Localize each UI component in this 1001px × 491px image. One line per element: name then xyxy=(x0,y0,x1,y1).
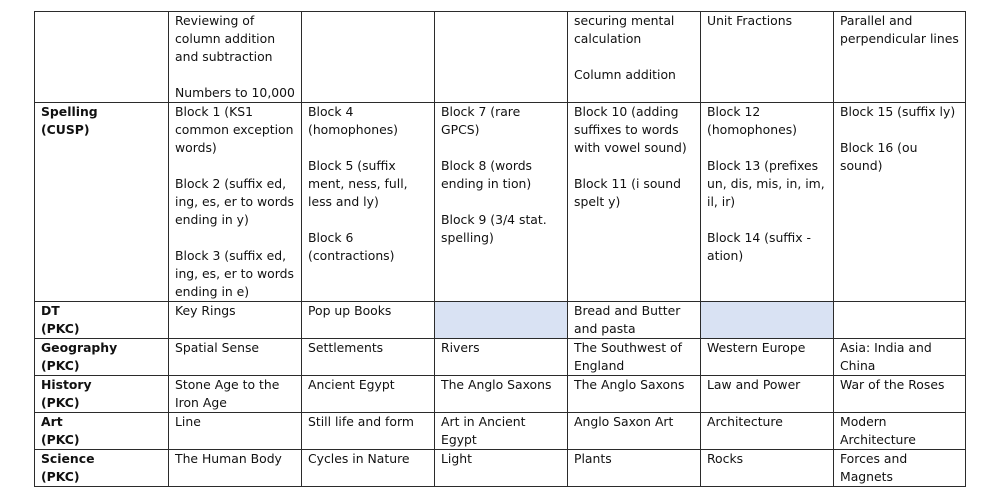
subject-cell-science: Science (PKC) xyxy=(35,450,169,487)
subject-cell-history: History (PKC) xyxy=(35,376,169,413)
table-row-maths xyxy=(35,12,966,103)
dt-cell-4: Bread and Butter and pasta xyxy=(568,302,701,339)
science-cell-4: Plants xyxy=(568,450,701,487)
history-cell-5: Law and Power xyxy=(701,376,834,413)
table-row-dt xyxy=(35,302,966,339)
subject-cell-spelling: Spelling (CUSP) xyxy=(35,103,169,302)
art-cell-1: Line xyxy=(169,413,302,450)
subject-cell-geography: Geography (PKC) xyxy=(35,339,169,376)
geography-cell-5: Western Europe xyxy=(701,339,834,376)
spelling-cell-6: Block 15 (suffix ly) Block 16 (ou sound) xyxy=(834,103,966,302)
table-row-history xyxy=(35,376,966,413)
science-cell-3: Light xyxy=(435,450,568,487)
curriculum-table xyxy=(34,11,966,487)
dt-cell-1: Key Rings xyxy=(169,302,302,339)
geography-cell-3: Rivers xyxy=(435,339,568,376)
art-cell-3: Art in Ancient Egypt xyxy=(435,413,568,450)
table-row-art xyxy=(35,413,966,450)
science-cell-5: Rocks xyxy=(701,450,834,487)
subject-cell-art: Art (PKC) xyxy=(35,413,169,450)
maths-cell-autumn-2 xyxy=(302,12,435,103)
geography-cell-6: Asia: India and China xyxy=(834,339,966,376)
art-cell-4: Anglo Saxon Art xyxy=(568,413,701,450)
dt-cell-5-shaded xyxy=(701,302,834,339)
geography-cell-4: The Southwest of England xyxy=(568,339,701,376)
maths-cell-summer-2: Parallel and perpendicular lines xyxy=(834,12,966,103)
art-cell-5: Architecture xyxy=(701,413,834,450)
maths-cell-spring-2: securing mental calculation Column addition xyxy=(568,12,701,103)
table-row-geography xyxy=(35,339,966,376)
dt-cell-6 xyxy=(834,302,966,339)
spelling-cell-5: Block 12 (homophones) Block 13 (prefixes un, dis, mis, in, im, il, ir) Block 14 (suffix - ation) xyxy=(701,103,834,302)
science-cell-2: Cycles in Nature xyxy=(302,450,435,487)
history-cell-2: Ancient Egypt xyxy=(302,376,435,413)
art-cell-2: Still life and form xyxy=(302,413,435,450)
spelling-cell-2: Block 4 (homophones) Block 5 (suffix ment, ness, full, less and ly) Block 6 (contractions) xyxy=(302,103,435,302)
geography-cell-2: Settlements xyxy=(302,339,435,376)
spelling-cell-4: Block 10 (adding suffixes to words with vowel sound) Block 11 (i sound spelt y) xyxy=(568,103,701,302)
geography-cell-1: Spatial Sense xyxy=(169,339,302,376)
subject-cell-blank xyxy=(35,12,169,103)
history-cell-4: The Anglo Saxons xyxy=(568,376,701,413)
table-row-science xyxy=(35,450,966,487)
table-row-spelling xyxy=(35,103,966,302)
dt-cell-2: Pop up Books xyxy=(302,302,435,339)
maths-cell-autumn-1: Reviewing of column addition and subtraction Numbers to 10,000 xyxy=(169,12,302,103)
history-cell-3: The Anglo Saxons xyxy=(435,376,568,413)
maths-cell-spring-1 xyxy=(435,12,568,103)
spelling-cell-3: Block 7 (rare GPCS) Block 8 (words ending in tion) Block 9 (3/4 stat. spelling) xyxy=(435,103,568,302)
maths-cell-summer-1: Unit Fractions xyxy=(701,12,834,103)
art-cell-6: Modern Architecture xyxy=(834,413,966,450)
science-cell-6: Forces and Magnets xyxy=(834,450,966,487)
spelling-cell-1: Block 1 (KS1 common exception words) Block 2 (suffix ed, ing, es, er to words ending in y) Block 3 (suffix ed, ing, es, er to words ending in e) xyxy=(169,103,302,302)
history-cell-1: Stone Age to the Iron Age xyxy=(169,376,302,413)
science-cell-1: The Human Body xyxy=(169,450,302,487)
subject-cell-dt: DT (PKC) xyxy=(35,302,169,339)
dt-cell-3-shaded xyxy=(435,302,568,339)
history-cell-6: War of the Roses xyxy=(834,376,966,413)
